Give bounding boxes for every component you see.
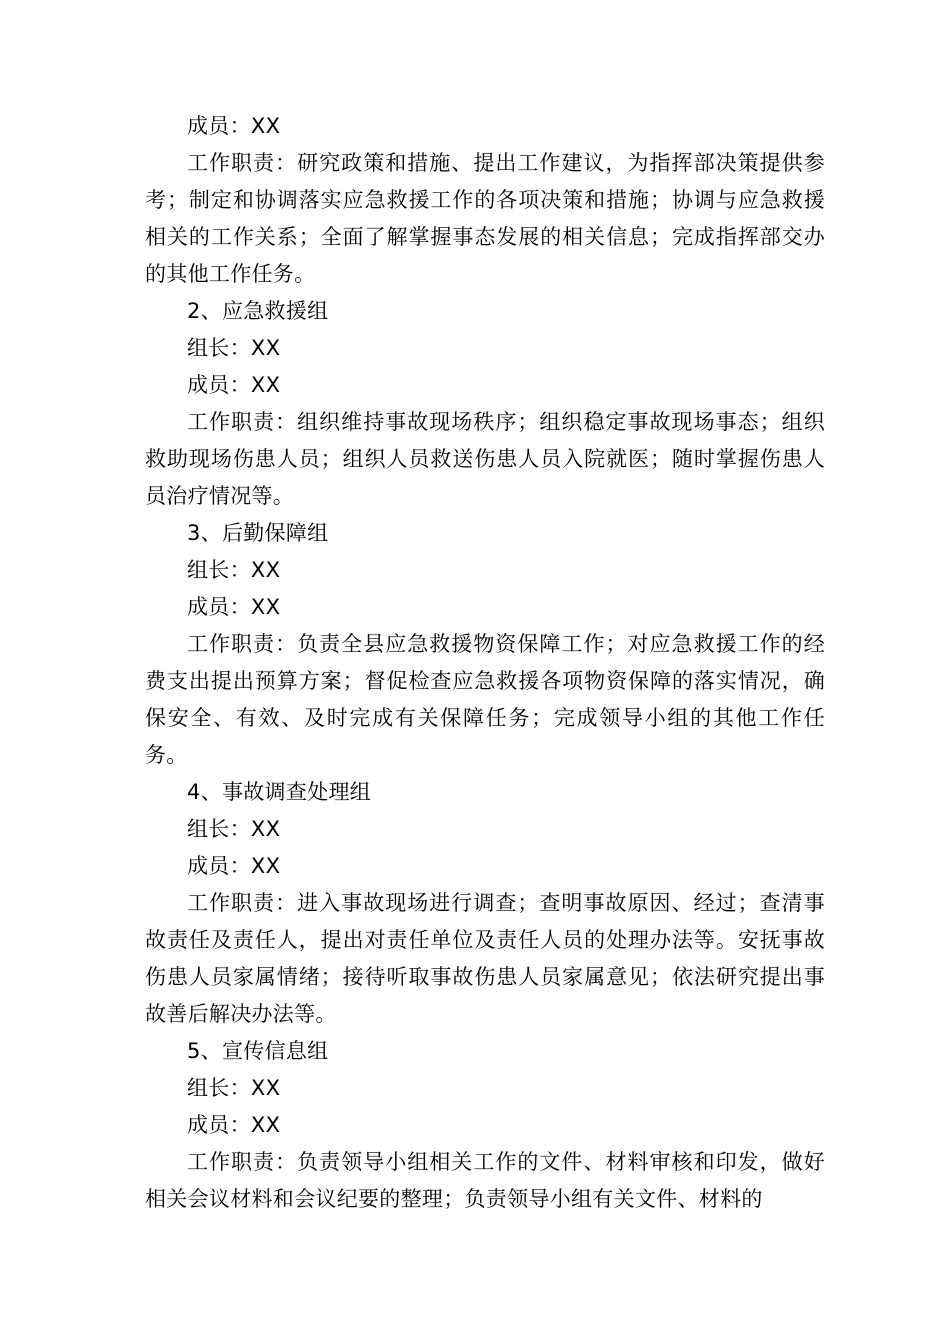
section-heading: 4、事故调查处理组	[187, 780, 372, 804]
paragraph-members: 成员：XX	[187, 595, 281, 619]
paragraph-duties: 工作职责：进入事故现场进行调查；查明事故原因、经过；查清事故责任及责任人，提出对责任单位及责任人员的处理办法等。安抚事故伤患人员家属情绪；接待听取事故伤患人员家属意见；依法研究提出事故善后解决办法等。	[145, 891, 825, 1026]
paragraph-leader: 组长：XX	[187, 1076, 281, 1100]
paragraph-leader: 组长：XX	[187, 336, 281, 360]
section-heading: 5、宣传信息组	[187, 1039, 329, 1063]
paragraph-leader: 组长：XX	[187, 558, 281, 582]
paragraph-duties: 工作职责：组织维持事故现场秩序；组织稳定事故现场事态；组织救助现场伤患人员；组织人员救送伤患人员入院就医；随时掌握伤患人员治疗情况等。	[145, 410, 825, 508]
document-body	[145, 108, 825, 1218]
section-heading: 3、后勤保障组	[187, 521, 329, 545]
paragraph-members: 成员：XX	[187, 854, 281, 878]
paragraph-leader: 组长：XX	[187, 817, 281, 841]
paragraph-members: 成员：XX	[187, 373, 281, 397]
paragraph-members: 成员：XX	[187, 114, 281, 138]
paragraph-duties: 工作职责：研究政策和措施、提出工作建议，为指挥部决策提供参考；制定和协调落实应急救援工作的各项决策和措施；协调与应急救援相关的工作关系；全面了解掌握事态发展的相关信息；完成指挥部交办的其他工作任务。	[145, 151, 825, 286]
paragraph-members: 成员：XX	[187, 1113, 281, 1137]
paragraph-duties: 工作职责：负责全县应急救援物资保障工作；对应急救援工作的经费支出提出预算方案；督促检查应急救援各项物资保障的落实情况，确保安全、有效、及时完成有关保障任务；完成领导小组的其他工作任务。	[145, 632, 825, 767]
paragraph-duties: 工作职责：负责领导小组相关工作的文件、材料审核和印发，做好相关会议材料和会议纪要的整理；负责领导小组有关文件、材料的	[145, 1150, 825, 1211]
section-heading: 2、应急救援组	[187, 299, 329, 323]
